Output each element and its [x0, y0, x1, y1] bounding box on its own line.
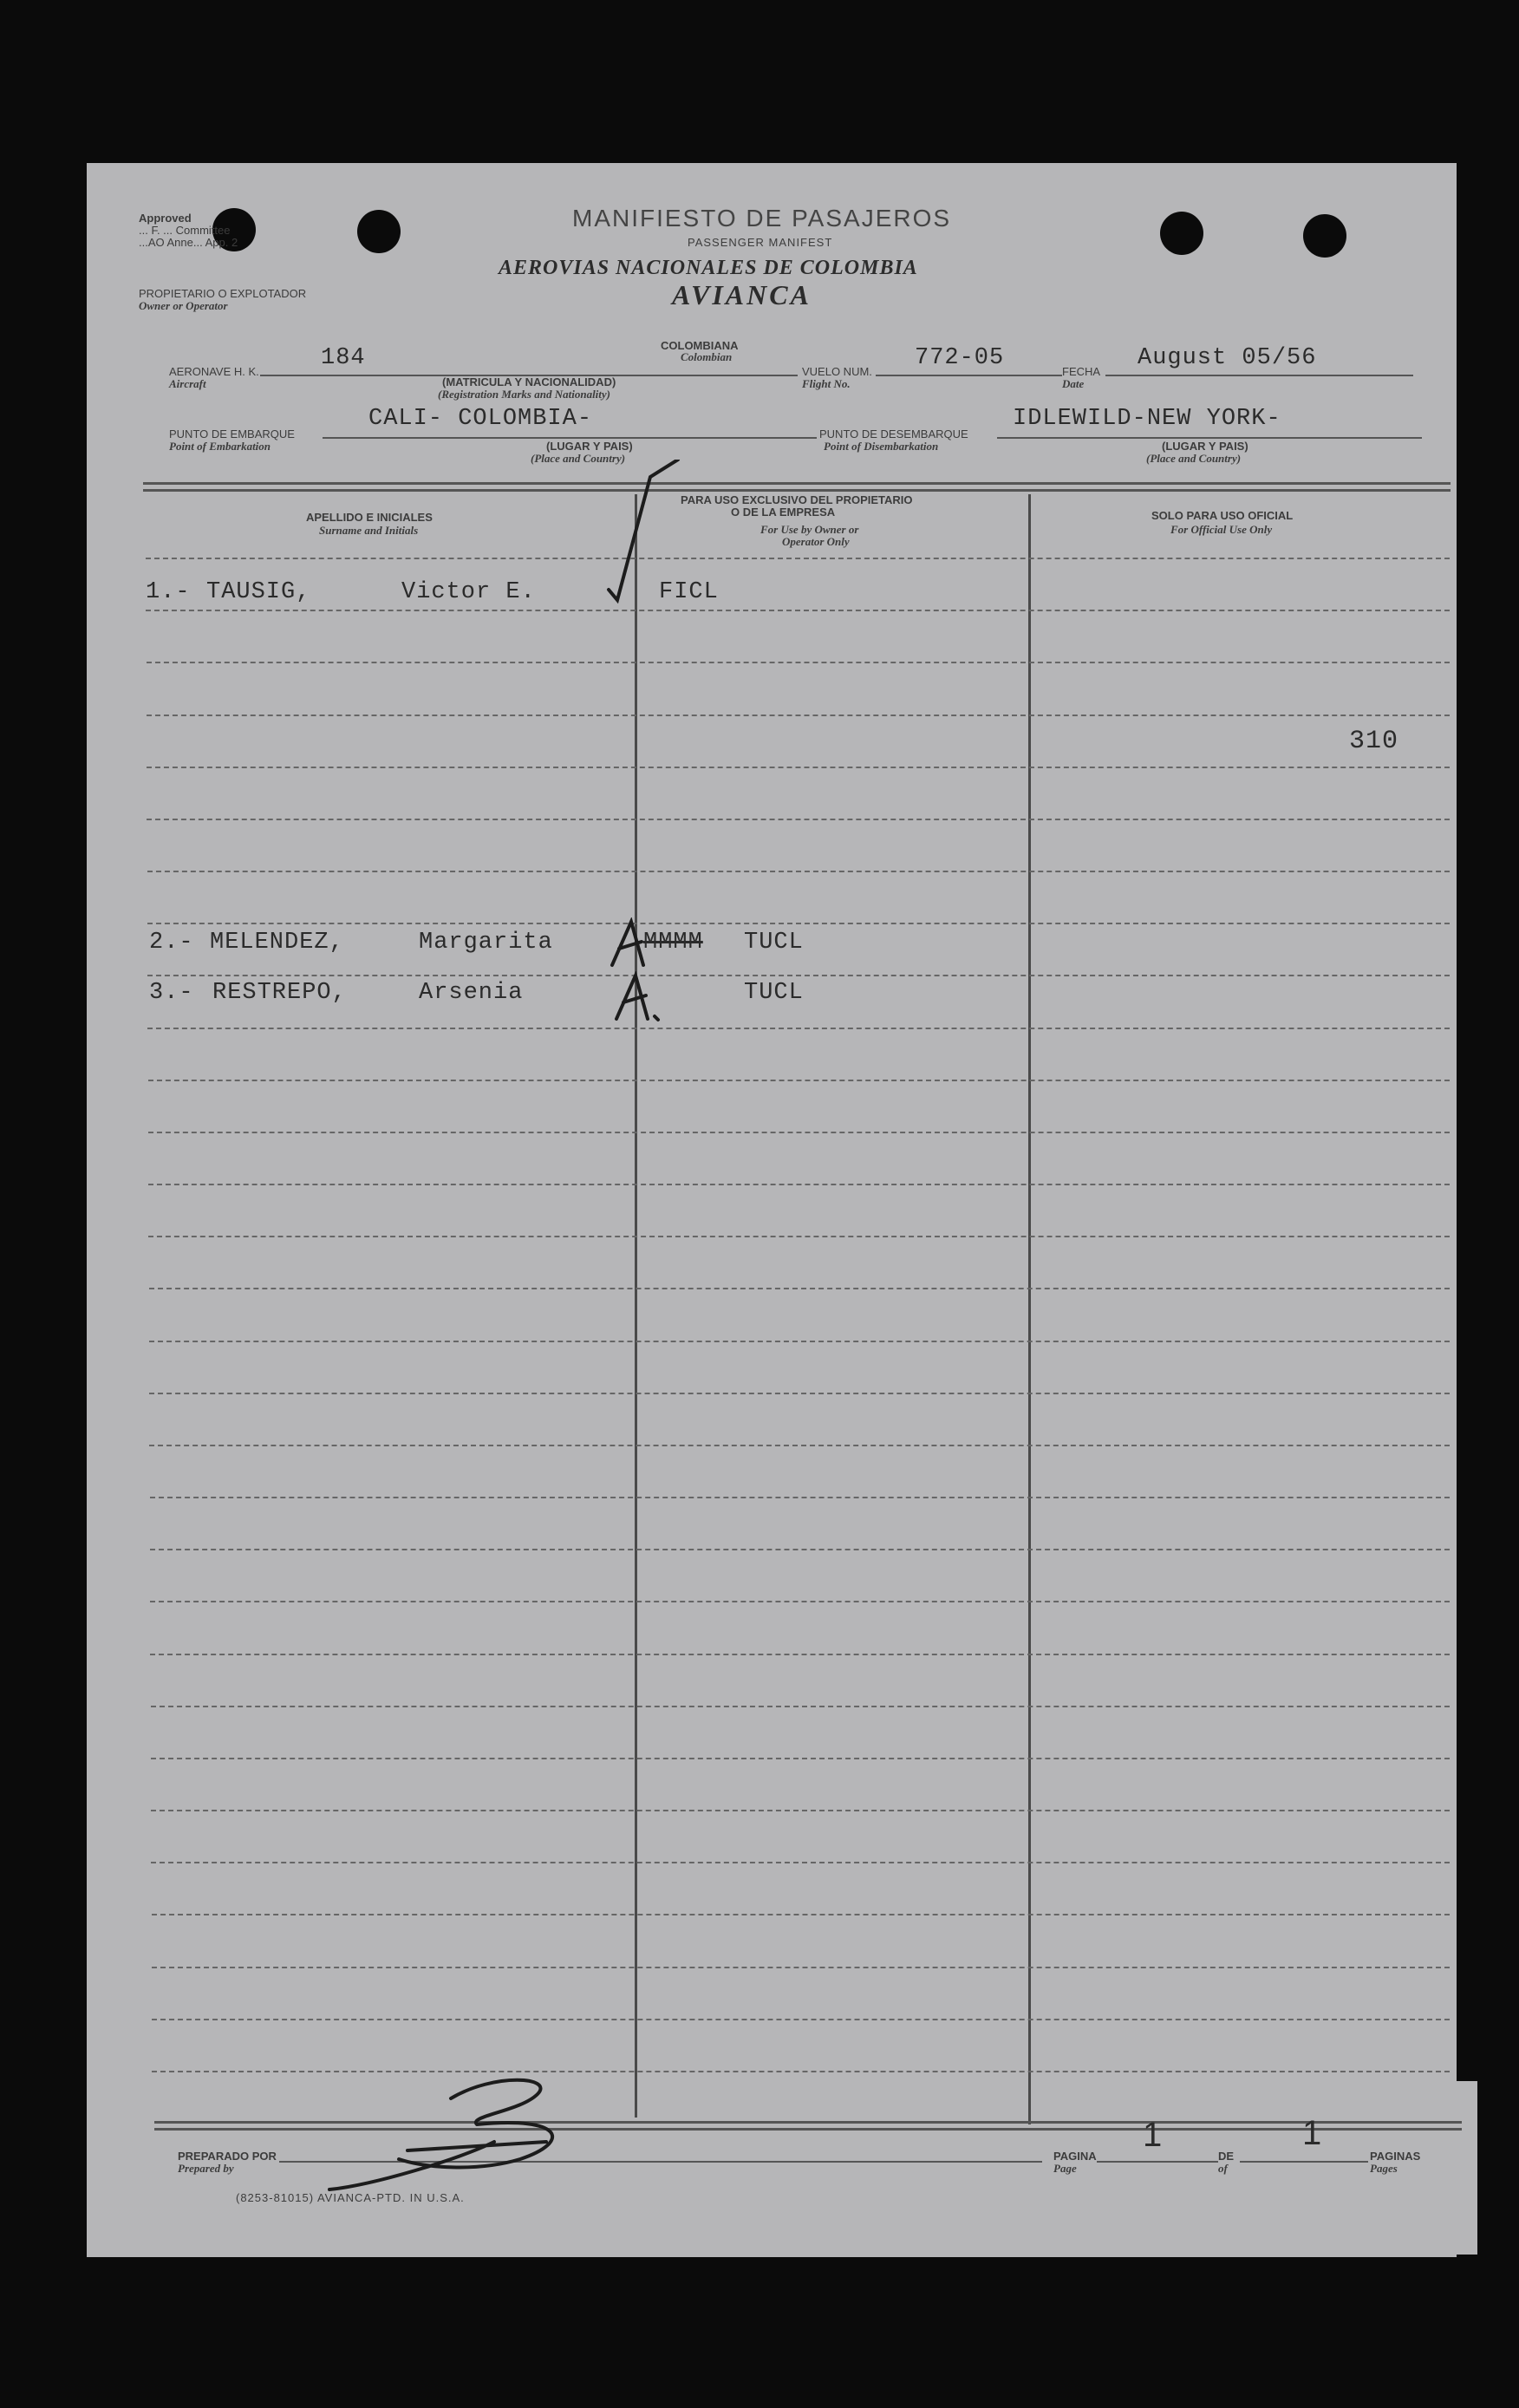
ruled-row-line	[150, 1549, 1450, 1550]
ruled-row-line	[150, 1497, 1450, 1498]
ruled-row-line	[147, 662, 1450, 663]
of-label-en: of	[1218, 2162, 1228, 2175]
manifest-title-en: PASSENGER MANIFEST	[688, 236, 833, 249]
manifest-title: MANIFIESTO DE PASAJEROS	[572, 205, 952, 232]
date-underline	[1105, 375, 1413, 376]
ruled-row-line	[147, 819, 1450, 820]
passenger-1-number: 1.-	[146, 579, 191, 605]
prepared-label: PREPARADO POR	[178, 2150, 277, 2163]
nationality-label-en: Colombian	[681, 350, 733, 363]
nationality-label: COLOMBIANA	[661, 339, 739, 352]
embarkation-label: PUNTO DE EMBARQUE	[169, 427, 295, 440]
col-owner-header-en-2: Operator Only	[782, 535, 850, 548]
punch-hole-3	[1160, 212, 1203, 255]
ruled-row-line	[151, 1706, 1450, 1707]
column-divider-1	[635, 494, 637, 2118]
col-official-header-en: For Official Use Only	[1170, 523, 1273, 536]
column-divider-2	[1028, 494, 1031, 2124]
ruled-row-line	[149, 1341, 1450, 1342]
ruled-row-line	[151, 1810, 1450, 1811]
col-official-header: SOLO PARA USO OFICIAL	[1151, 509, 1294, 522]
embarkation-place-label: (LUGAR Y PAIS)	[546, 440, 633, 453]
col-owner-header-2: O DE LA EMPRESA	[731, 506, 836, 519]
ruled-row-line	[149, 1288, 1450, 1289]
passenger-2-number: 2.-	[149, 930, 194, 956]
disembarkation-underline	[997, 437, 1422, 439]
approval-line-2: ... F. ... Committee	[139, 224, 231, 237]
flight-label: VUELO NUM.	[802, 365, 872, 378]
manifest-sheet	[87, 163, 1457, 2257]
pages-label: PAGINAS	[1370, 2150, 1421, 2163]
ruled-row-line	[147, 975, 1450, 976]
passenger-1-given: Victor E.	[401, 579, 536, 605]
date-value: August 05/56	[1138, 345, 1317, 371]
side-number: 310	[1349, 727, 1399, 756]
struck-text: MMMM	[643, 930, 703, 956]
punch-hole-2	[357, 210, 401, 253]
prepared-label-en: Prepared by	[178, 2162, 234, 2175]
col-names-header: APELLIDO E INICIALES	[306, 511, 433, 524]
ruled-row-line	[150, 1601, 1450, 1602]
embarkation-value: CALI- COLOMBIA-	[368, 406, 593, 432]
owner-label: PROPIETARIO O EXPLOTADOR	[139, 287, 307, 300]
header-rule-bottom	[143, 489, 1451, 492]
page-label-en: Page	[1053, 2162, 1077, 2175]
flight-underline	[876, 375, 1062, 376]
registration-label-en: (Registration Marks and Nationality)	[438, 388, 610, 401]
date-label-en: Date	[1062, 377, 1085, 390]
passenger-2-surname: MELENDEZ,	[210, 930, 344, 956]
ruled-row-line	[152, 1914, 1450, 1915]
registration-label: (MATRICULA Y NACIONALIDAD)	[442, 375, 616, 388]
col-names-header-en: Surname and Initials	[319, 524, 419, 537]
disembarkation-place-label: (LUGAR Y PAIS)	[1162, 440, 1248, 453]
punch-hole-4	[1303, 214, 1346, 258]
initial-mark-3	[611, 971, 663, 1023]
flight-value: 772-05	[915, 345, 1005, 371]
owner-label-en: Owner or Operator	[139, 299, 228, 312]
passenger-2-code: TUCL	[744, 930, 804, 956]
aircraft-label-en: Aircraft	[169, 377, 206, 390]
page-label: PAGINA	[1053, 2150, 1097, 2163]
ruled-row-line	[152, 2019, 1450, 2020]
ruled-row-line	[151, 1862, 1450, 1863]
passenger-3-number: 3.-	[149, 980, 194, 1006]
aircraft-label: AERONAVE H. K.	[169, 365, 259, 378]
ruled-row-line	[148, 1184, 1450, 1185]
ruled-row-line	[147, 1028, 1450, 1029]
date-label: FECHA	[1062, 365, 1101, 378]
embarkation-place-label-en: (Place and Country)	[531, 452, 626, 465]
disembarkation-value: IDLEWILD-NEW YORK-	[1013, 406, 1281, 432]
ruled-row-line	[148, 1236, 1450, 1237]
header-rule-top	[143, 482, 1451, 485]
of-value: 1	[1302, 2114, 1323, 2152]
ruled-row-line	[146, 558, 1450, 559]
passenger-3-given: Arsenia	[419, 980, 524, 1006]
ruled-row-line	[151, 1758, 1450, 1759]
ruled-row-line	[148, 1080, 1450, 1081]
of-underline	[1240, 2161, 1368, 2163]
passenger-1-code: FICL	[659, 579, 719, 605]
passenger-3-code: TUCL	[744, 980, 804, 1006]
approval-line-3: ...AO Anne... App. 2	[139, 236, 238, 249]
col-owner-header-en-1: For Use by Owner or	[760, 523, 859, 536]
ruled-row-line	[150, 1654, 1450, 1655]
page-underline	[1097, 2161, 1218, 2163]
disembarkation-label-en: Point of Disembarkation	[824, 440, 939, 453]
ruled-row-line	[149, 1445, 1450, 1446]
ruled-row-line	[146, 610, 1450, 611]
ruled-row-line	[147, 923, 1450, 924]
ruled-row-line	[147, 871, 1450, 872]
sheet-edge	[1448, 2081, 1477, 2255]
initial-mark-2	[607, 917, 659, 969]
pages-label-en: Pages	[1370, 2162, 1398, 2175]
ruled-row-line	[147, 715, 1450, 716]
embarkation-label-en: Point of Embarkation	[169, 440, 271, 453]
ruled-row-line	[148, 1132, 1450, 1133]
airline-line: AEROVIAS NACIONALES DE COLOMBIA	[499, 257, 918, 279]
signature	[321, 2064, 607, 2194]
printer-line: (8253-81015) AVIANCA-PTD. IN U.S.A.	[236, 2191, 465, 2204]
embarkation-underline	[323, 437, 817, 439]
check-mark	[598, 460, 702, 607]
of-label: DE	[1218, 2150, 1235, 2163]
col-owner-header-1: PARA USO EXCLUSIVO DEL PROPIETARIO	[681, 493, 913, 506]
airline-name: AVIANCA	[672, 279, 812, 310]
ruled-row-line	[147, 767, 1450, 768]
page-value: 1	[1143, 2116, 1164, 2154]
disembarkation-label: PUNTO DE DESEMBARQUE	[819, 427, 968, 440]
ruled-row-line	[149, 1393, 1450, 1394]
disembarkation-place-label-en: (Place and Country)	[1146, 452, 1242, 465]
aircraft-value: 184	[321, 345, 366, 371]
passenger-2-given: Margarita	[419, 930, 553, 956]
passenger-1-surname: TAUSIG,	[206, 579, 311, 605]
passenger-3-surname: RESTREPO,	[212, 980, 347, 1006]
approval-line-1: Approved	[139, 212, 192, 225]
flight-label-en: Flight No.	[802, 377, 851, 390]
ruled-row-line	[152, 1967, 1450, 1968]
